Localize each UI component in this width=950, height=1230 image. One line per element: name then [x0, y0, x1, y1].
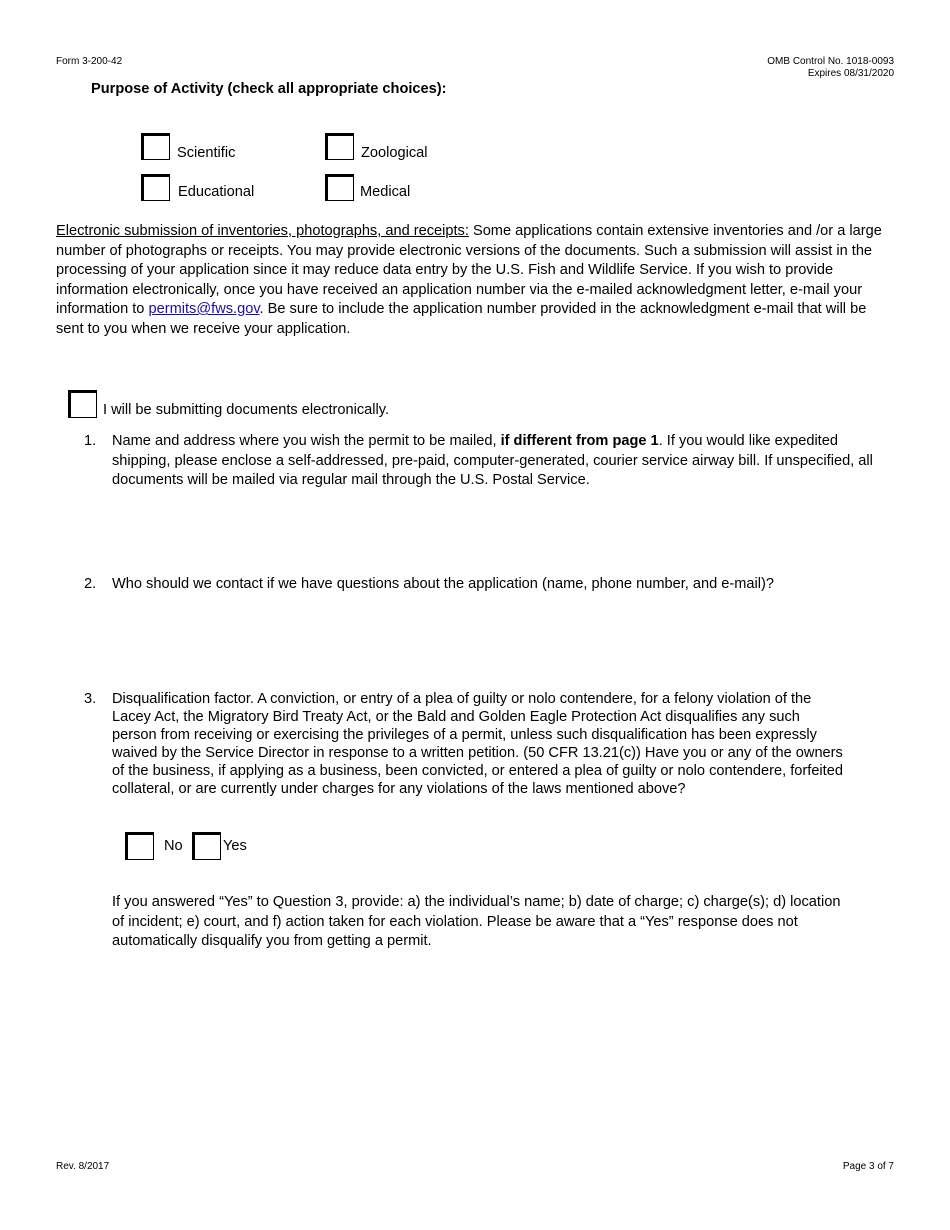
educational-checkbox[interactable]: [141, 174, 170, 201]
revision-date: Rev. 8/2017: [56, 1161, 110, 1172]
purpose-heading: Purpose of Activity (check all appropriate choices):: [91, 81, 447, 97]
electronic-submission-text: Some applications contain extensive inventories and /or a large number of photographs or receipts. You may provide electronic versions of the documents. Such a submission will assist in the processing of your application since it may reduce data entry by the U.S. Fish and Wildlife Service. If you wish to provide information electronically, once you have received an application number via the e-mailed acknowledgment letter, e-mail your information to: [56, 223, 882, 317]
question-3-followup: If you answered “Yes” to Question 3, provide: a) the individual’s name; b) date of charge; c) charge(s); d) location of incident; e) court, and f) action taken for each violation. Please be aware that a “Yes” response does not automatically disqualify you from getting a permit.: [112, 894, 841, 949]
no-checkbox[interactable]: [125, 832, 154, 860]
yes-label: Yes: [223, 838, 247, 854]
page-number: Page 3 of 7: [842, 1161, 894, 1172]
question-3-text: Disqualification factor. A conviction, or entry of a plea of guilty or nolo contendere, for a felony violation of the Lacey Act, the Migratory Bird Treaty Act, or the Bald and Golden Eagle Protection Act disqualifies any such person from receiving or exercising the privileges of a permit, unless such disqualification has been expressly waived by the Service Director in response to a written petition. (50 CFR 13.21(c)) Have you or any of the owners of the business, if applying as a business, been convicted, or entered a plea of guilty or nolo contendere, forfeited collateral, or are currently under charges for any violations of the laws mentioned above?: [112, 691, 843, 797]
electronic-submission-paragraph: [56, 222, 896, 339]
electronic-submission-title: Electronic submission of inventories, photographs, and receipts:: [56, 223, 469, 239]
medical-checkbox[interactable]: [325, 174, 354, 201]
question-1-text-start: Name and address where you wish the permit to be mailed,: [112, 433, 501, 449]
question-1-text: [112, 432, 897, 491]
expiration-date: Expires 08/31/2020: [807, 68, 894, 79]
question-2-number: 2.: [84, 576, 97, 592]
omb-block: [767, 56, 894, 80]
question-3-number: 3.: [84, 691, 97, 707]
educational-label: Educational: [178, 184, 255, 200]
zoological-label: Zoological: [361, 145, 428, 161]
form-number: Form 3-200-42: [56, 56, 123, 67]
zoological-checkbox[interactable]: [325, 133, 354, 160]
submit-electronically-label: I will be submitting documents electronically.: [103, 402, 390, 418]
scientific-label: Scientific: [177, 145, 236, 161]
omb-control-number: OMB Control No. 1018-0093: [767, 56, 894, 67]
question-2-text: Who should we contact if we have questions about the application (name, phone number, and e-mail)?: [112, 576, 774, 592]
submit-electronically-checkbox[interactable]: [68, 390, 97, 418]
question-1-text-end: . If you would like expedited shipping, please enclose a self-addressed, pre-paid, computer-generated, courier service airway bill. If unspecified, all documents will be mailed via regular mail through the U.S. Postal Service.: [112, 433, 873, 488]
no-label: No: [164, 838, 183, 854]
medical-label: Medical: [360, 184, 411, 200]
electronic-submission-text-end: . Be sure to include the application number provided in the acknowledgment e-mail that will be sent to you when we receive your application.: [56, 301, 867, 337]
scientific-checkbox[interactable]: [141, 133, 170, 160]
question-1-bold-text: if different from page 1: [500, 433, 659, 449]
question-1-number: 1.: [84, 433, 97, 449]
yes-checkbox[interactable]: [192, 832, 221, 860]
permits-email-link[interactable]: permits@fws.gov: [148, 301, 260, 317]
